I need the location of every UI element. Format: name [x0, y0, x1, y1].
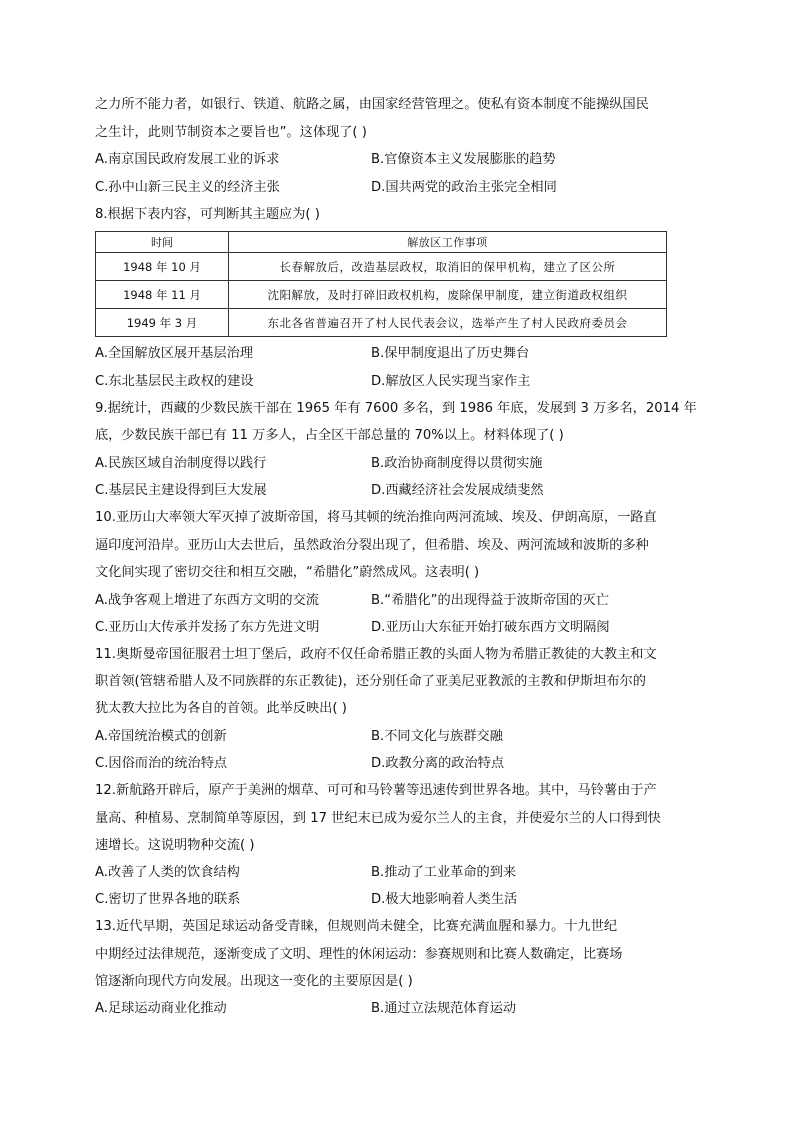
q9-option-a[interactable]: A.民族区域自治制度得以践行	[95, 456, 267, 471]
q9-option-c[interactable]: C.基层民主建设得到巨大发展	[95, 483, 267, 498]
q12-stem-line-2: 量高、种植易、烹制简单等原因，到 17 世纪末已成为爱尔兰人的主食，并使爱尔兰的人口得到快	[95, 811, 661, 826]
q11-option-d[interactable]: D.政教分离的政治特点	[371, 756, 505, 771]
q8-option-a[interactable]: A.全国解放区展开基层治理	[95, 346, 254, 361]
table-cell-time: 1948 年 11 月	[96, 281, 229, 309]
q10-stem-line-3: 文化间实现了密切交往和相互交融，“希腊化”蔚然成风。这表明( )	[95, 565, 480, 580]
work-items-table	[95, 231, 667, 337]
q13-option-a[interactable]: A.足球运动商业化推动	[95, 1001, 227, 1016]
q11-option-c[interactable]: C.因俗而治的统治特点	[95, 756, 228, 771]
q12-option-a[interactable]: A.改善了人类的饮食结构	[95, 865, 240, 880]
table-row	[96, 253, 667, 281]
q7-option-a[interactable]: A.南京国民政府发展工业的诉求	[95, 152, 280, 167]
q9-option-d[interactable]: D.西藏经济社会发展成绩斐然	[371, 483, 544, 498]
q8-option-d[interactable]: D.解放区人民实现当家作主	[371, 374, 531, 389]
q10-stem-line-1: 10.亚历山大率领大军灭掉了波斯帝国，将马其顿的统治推向两河流域、埃及、伊朗高原，一路直	[95, 510, 657, 525]
table-row	[96, 309, 667, 337]
q7-stem-line-1: 之力所不能力者，如银行、铁道、航路之属，由国家经营管理之。使私有资本制度不能操纵国民	[95, 97, 649, 112]
q7-stem-line-2: 之生计，此则节制资本之要旨也”。这体现了( )	[95, 125, 367, 140]
q12-option-b[interactable]: B.推动了工业革命的到来	[371, 865, 517, 880]
q11-option-a[interactable]: A.帝国统治模式的创新	[95, 729, 227, 744]
q8-option-c[interactable]: C.东北基层民主政权的建设	[95, 374, 254, 389]
q9-stem-line-1: 9.据统计，西藏的少数民族干部在 1965 年有 7600 多名，到 1986 年底，发展到 3 万多名，2014 年	[95, 401, 697, 416]
table-header-row	[96, 232, 667, 253]
q12-stem-line-1: 12.新航路开辟后，原产于美洲的烟草、可可和马铃薯等迅速传到世界各地。其中，马铃薯由于产	[95, 783, 657, 798]
q9-stem-line-2: 底，少数民族干部已有 11 万多人，占全区干部总量的 70%以上。材料体现了( )	[95, 428, 564, 443]
q7-option-c[interactable]: C.孙中山新三民主义的经济主张	[95, 180, 280, 195]
q8-option-b[interactable]: B.保甲制度退出了历史舞台	[371, 346, 530, 361]
q13-option-b[interactable]: B.通过立法规范体育运动	[371, 1001, 517, 1016]
q12-stem-line-3: 速增长。这说明物种交流( )	[95, 838, 255, 853]
q10-option-c[interactable]: C.亚历山大传承并发扬了东方先进文明	[95, 620, 320, 635]
q10-option-b[interactable]: B.“希腊化”的出现得益于波斯帝国的灭亡	[371, 593, 609, 608]
table-cell-item: 东北各省普遍召开了村人民代表会议，选举产生了村人民政府委员会	[229, 309, 667, 337]
table-header-time: 时间	[96, 232, 229, 253]
q10-stem-line-2: 逼印度河沿岸。亚历山大去世后，虽然政治分裂出现了，但希腊、埃及、两河流域和波斯的多种	[95, 538, 649, 553]
q10-option-a[interactable]: A.战争客观上增进了东西方文明的交流	[95, 593, 319, 608]
q11-stem-line-1: 11.奥斯曼帝国征服君士坦丁堡后，政府不仅任命希腊正教的头面人物为希腊正教徒的大教主和文	[95, 647, 657, 662]
table-cell-item: 沈阳解放，及时打碎旧政权机构，废除保甲制度，建立街道政权组织	[229, 281, 667, 309]
q8-stem: 8.根据下表内容，可判断其主题应为( )	[95, 207, 320, 222]
q10-option-d[interactable]: D.亚历山大东征开始打破东西方文明隔阂	[371, 620, 610, 635]
q12-option-d[interactable]: D.极大地影响着人类生活	[371, 892, 518, 907]
table-cell-time: 1948 年 10 月	[96, 253, 229, 281]
table-cell-time: 1949 年 3 月	[96, 309, 229, 337]
q13-stem-line-2: 中期经过法律规范，逐渐变成了文明、理性的休闲运动：参赛规则和比赛人数确定，比赛场	[95, 947, 623, 962]
table-row	[96, 281, 667, 309]
q12-option-c[interactable]: C.密切了世界各地的联系	[95, 892, 241, 907]
q7-option-d[interactable]: D.国共两党的政治主张完全相同	[371, 180, 557, 195]
q13-stem-line-1: 13.近代早期，英国足球运动备受青睐，但规则尚未健全，比赛充满血腥和暴力。十九世纪	[95, 919, 618, 934]
q11-stem-line-3: 犹太教大拉比为各自的首领。此举反映出( )	[95, 701, 347, 716]
table-header-items: 解放区工作事项	[229, 232, 667, 253]
table-cell-item: 长春解放后，改造基层政权，取消旧的保甲机构，建立了区公所	[229, 253, 667, 281]
q11-stem-line-2: 职首领(管辖希腊人及不同族群的东正教徒)，还分别任命了亚美尼亚教派的主教和伊斯坦布尔的	[95, 674, 646, 689]
q11-option-b[interactable]: B.不同文化与族群交融	[371, 729, 503, 744]
q9-option-b[interactable]: B.政治协商制度得以贯彻实施	[371, 456, 543, 471]
q7-option-b[interactable]: B.官僚资本主义发展膨胀的趋势	[371, 152, 556, 167]
q13-stem-line-3: 馆逐渐向现代方向发展。出现这一变化的主要原因是( )	[95, 974, 413, 989]
